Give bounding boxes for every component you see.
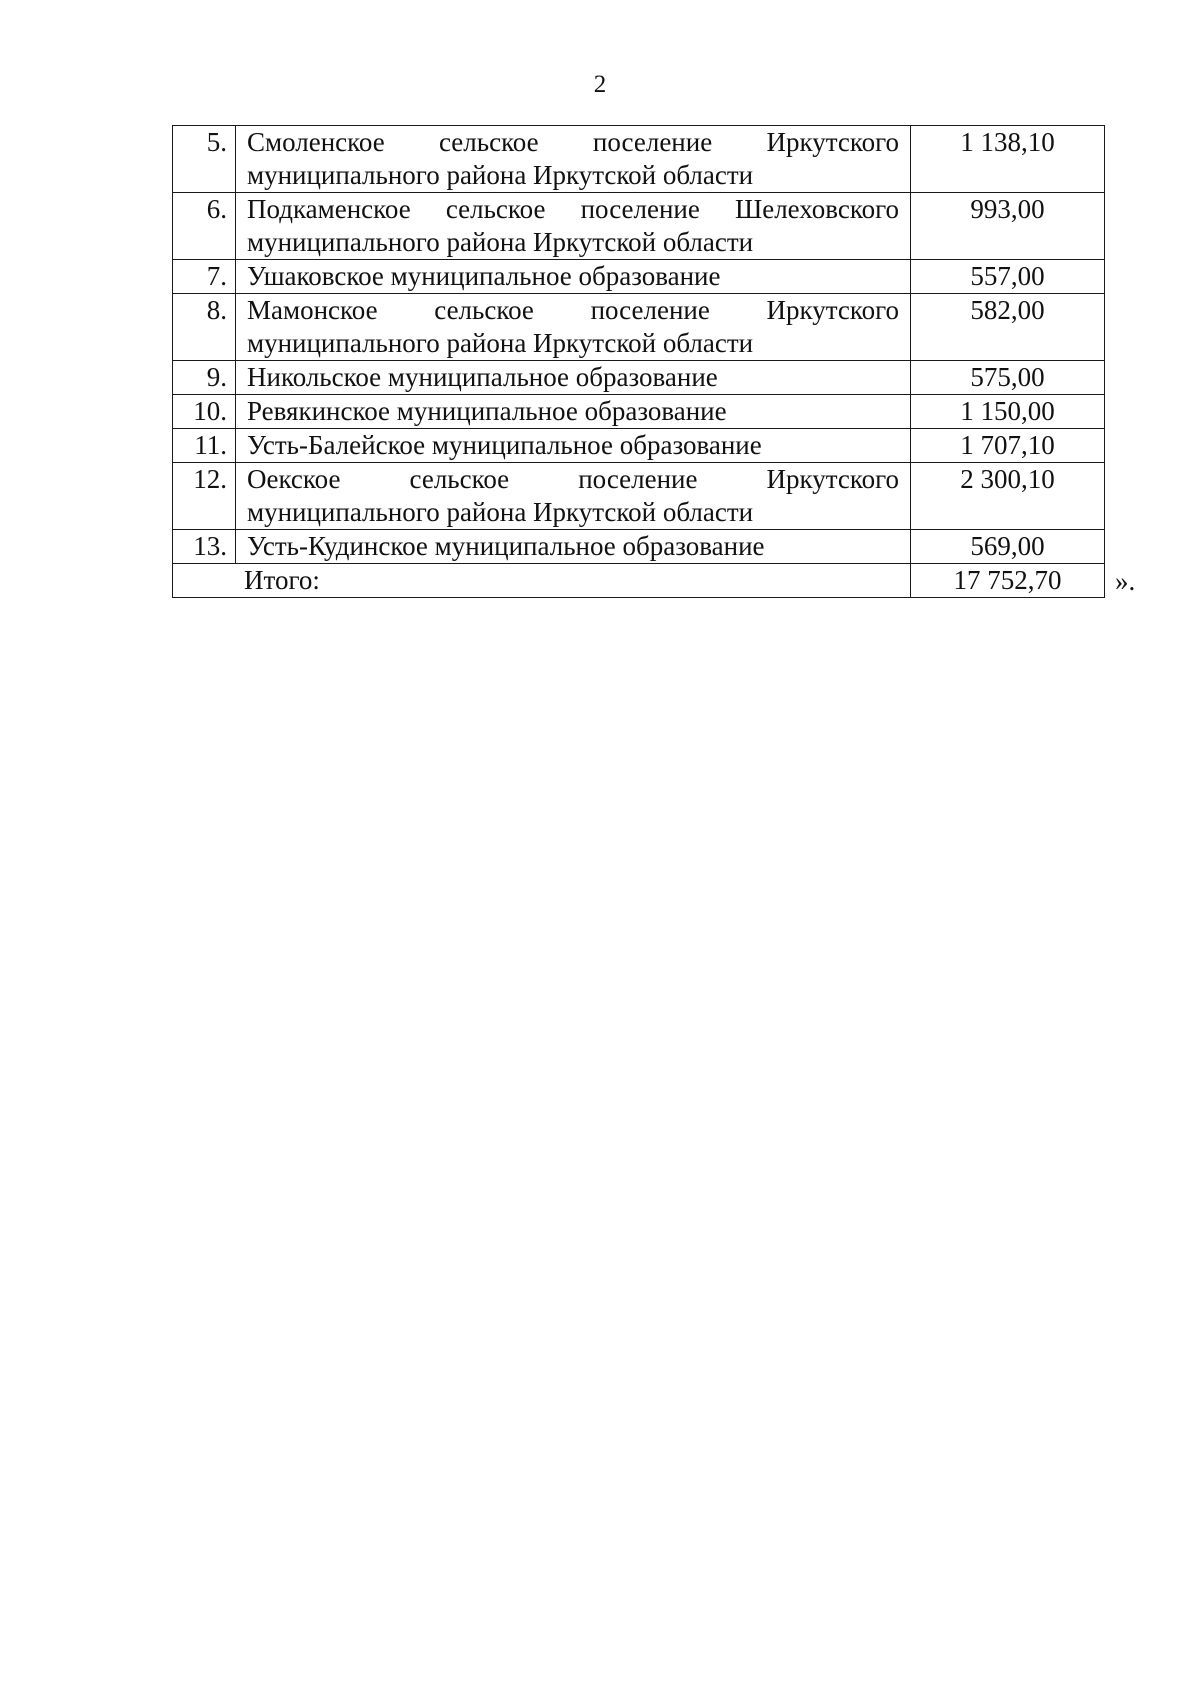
row-number: 7. <box>173 260 236 294</box>
table-row <box>173 193 1105 260</box>
row-number: 12. <box>173 463 236 530</box>
table-row <box>173 126 1105 193</box>
municipality-name: Подкаменское сельское поселение Шелеховского муниципального района Иркутской области <box>236 193 911 260</box>
amount-value: 1 150,00 <box>911 395 1105 429</box>
row-number: 9. <box>173 361 236 395</box>
total-value: 17 752,70 <box>911 564 1105 598</box>
amount-value: 2 300,10 <box>911 463 1105 530</box>
municipality-name: Мамонское сельское поселение Иркутского муниципального района Иркутской области <box>236 294 911 361</box>
row-number: 11. <box>173 429 236 463</box>
amount-value: 993,00 <box>911 193 1105 260</box>
municipality-name: Оекское сельское поселение Иркутского муниципального района Иркутской области <box>236 463 911 530</box>
municipality-name: Смоленское сельское поселение Иркутского муниципального района Иркутской области <box>236 126 911 193</box>
row-number: 13. <box>173 530 236 564</box>
row-number: 5. <box>173 126 236 193</box>
amount-value: 1 138,10 <box>911 126 1105 193</box>
table-row <box>173 361 1105 395</box>
amount-value: 582,00 <box>911 294 1105 361</box>
allocation-table <box>172 125 1105 598</box>
closing-quote-mark: ». <box>1115 566 1136 596</box>
table-row <box>173 260 1105 294</box>
total-label: Итого: <box>173 564 911 598</box>
table-row <box>173 429 1105 463</box>
page-number: 2 <box>593 71 607 98</box>
amount-value: 557,00 <box>911 260 1105 294</box>
row-number: 10. <box>173 395 236 429</box>
row-number: 6. <box>173 193 236 260</box>
table-row <box>173 530 1105 564</box>
amount-value: 575,00 <box>911 361 1105 395</box>
row-number: 8. <box>173 294 236 361</box>
table-row <box>173 463 1105 530</box>
municipality-name: Ревякинское муниципальное образование <box>236 395 911 429</box>
municipality-name: Усть-Кудинское муниципальное образование <box>236 530 911 564</box>
table-row <box>173 294 1105 361</box>
municipality-name: Ушаковское муниципальное образование <box>236 260 911 294</box>
allocation-table-wrapper <box>172 125 1105 598</box>
total-row <box>173 564 1105 598</box>
amount-value: 569,00 <box>911 530 1105 564</box>
municipality-name: Никольское муниципальное образование <box>236 361 911 395</box>
municipality-name: Усть-Балейское муниципальное образование <box>236 429 911 463</box>
amount-value: 1 707,10 <box>911 429 1105 463</box>
table-row <box>173 395 1105 429</box>
